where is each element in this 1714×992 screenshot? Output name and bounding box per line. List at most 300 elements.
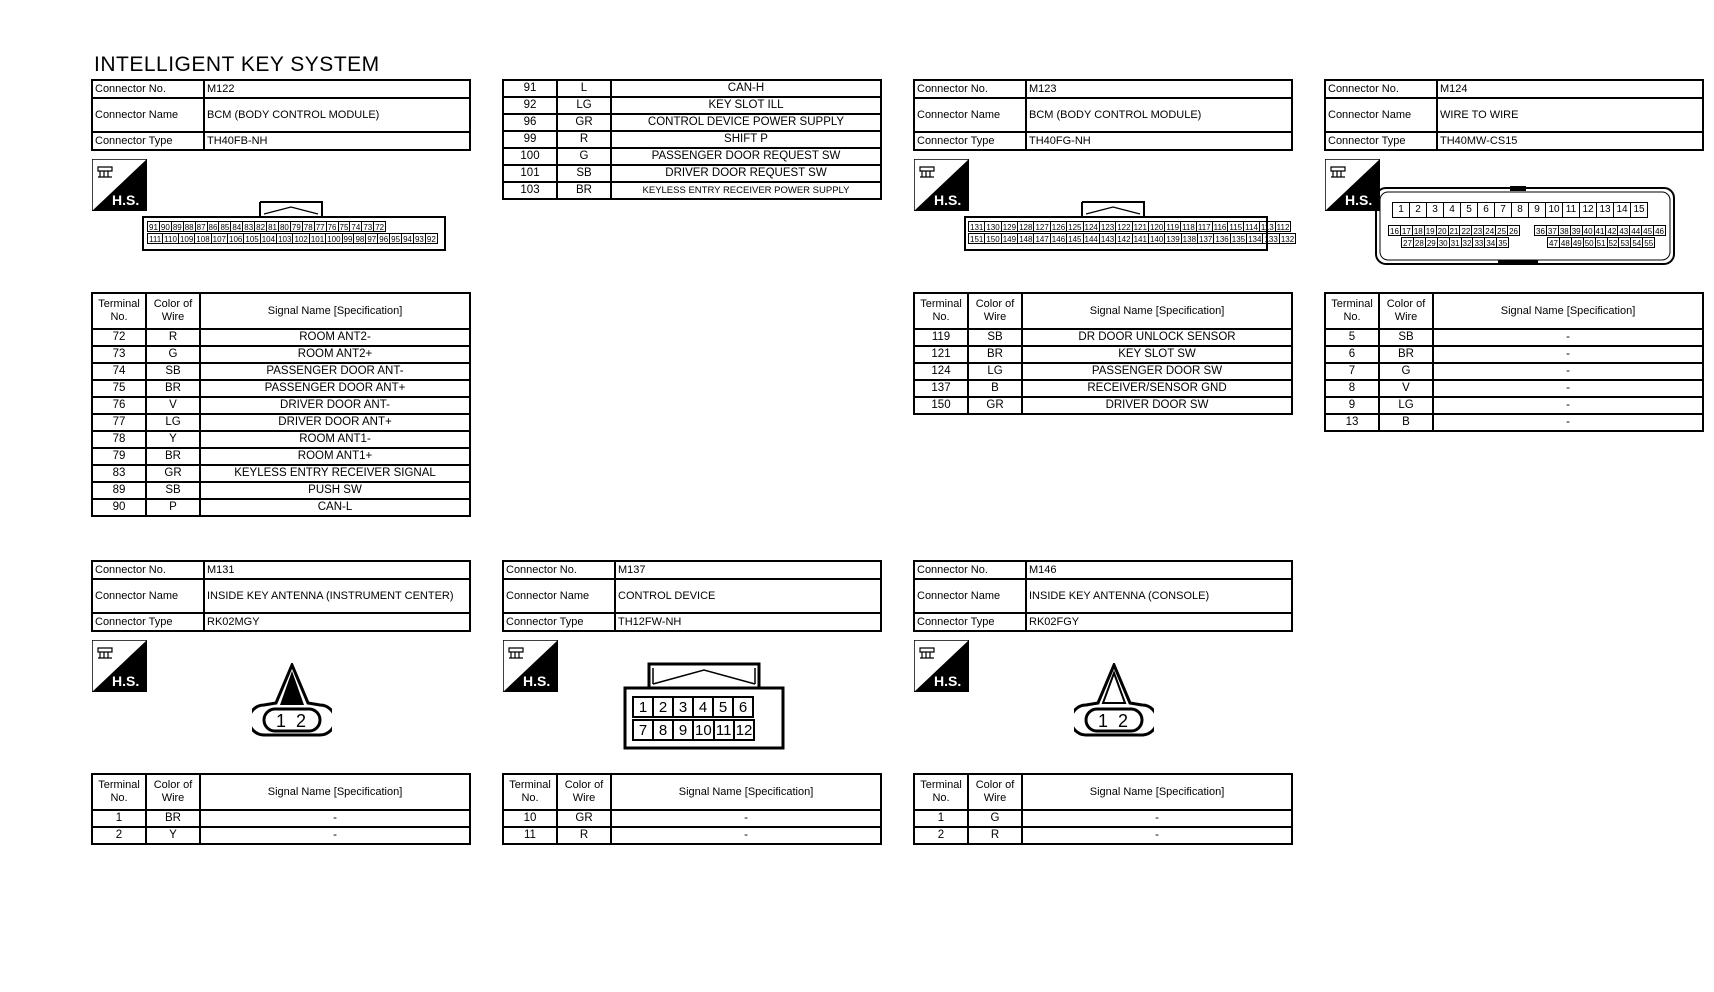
terminal-no-cell: 5: [1325, 329, 1379, 346]
pin-cell: 113: [1260, 223, 1274, 232]
pin-cell: 5: [1460, 202, 1478, 218]
connector-no-value: M124: [1437, 80, 1703, 98]
hs-text: H.S.: [112, 192, 140, 208]
signal-header: Signal Name [Specification]: [1433, 293, 1703, 329]
pin-cell: 118: [1182, 223, 1195, 232]
pin-cell: 3: [1426, 202, 1444, 218]
pin-cell: 95: [391, 235, 401, 244]
pin-cell: 114: [1245, 223, 1258, 232]
pin-cell: 4: [692, 696, 714, 718]
pin-cell: 90: [160, 223, 170, 232]
pin-cell: 78: [303, 223, 313, 232]
harness-side-icon: [914, 159, 969, 211]
color-header: Color of Wire: [968, 774, 1022, 810]
harness-side-icon: [914, 640, 969, 692]
pin-cell: 141: [1133, 235, 1147, 244]
terminal-no-header: Terminal No.: [914, 293, 968, 329]
connector-type-label: Connector Type: [914, 132, 1026, 150]
terminal-no-cell: 121: [914, 346, 968, 363]
connector-info-m146: [913, 560, 1293, 632]
signal-name-cell: DRIVER DOOR SW: [1022, 397, 1292, 414]
wire-color-cell: GR: [557, 114, 611, 131]
connector-no-value: M123: [1026, 80, 1292, 98]
terminal-no-cell: 13: [1325, 414, 1379, 431]
connector-name-label: Connector Name: [503, 579, 615, 613]
pin-cell: 52: [1608, 239, 1618, 248]
terminal-no-cell: 1: [914, 810, 968, 827]
pin-cell: 88: [184, 223, 194, 232]
pin-cell: 147: [1035, 235, 1049, 244]
terminal-table-m122: [91, 292, 471, 517]
table-row: [92, 431, 470, 448]
connector-no-label: Connector No.: [92, 80, 204, 98]
table-row: [503, 80, 881, 97]
terminal-no-cell: 90: [92, 499, 146, 516]
connector-name-label: Connector Name: [914, 579, 1026, 613]
connector-name-label: Connector Name: [92, 579, 204, 613]
connector-type-value: RK02MGY: [204, 613, 470, 631]
connector-info-m131: [91, 560, 471, 632]
pin-cell: 105: [245, 235, 259, 244]
pin-grid-m124-bottom-right: [1534, 225, 1665, 248]
pin-cell: 7: [1494, 202, 1512, 218]
connector-no-value: M131: [204, 561, 470, 579]
pin-cell: 80: [279, 223, 289, 232]
pin-cell: 117: [1197, 223, 1211, 232]
pin-cell: 23: [1473, 227, 1483, 236]
pin-cell: 55: [1644, 239, 1654, 248]
signal-name-cell: PASSENGER DOOR REQUEST SW: [611, 148, 881, 165]
table-row: [503, 97, 881, 114]
pin-cell: 96: [379, 235, 389, 244]
connector-name-value: BCM (BODY CONTROL MODULE): [1026, 98, 1292, 132]
signal-name-cell: PASSENGER DOOR SW: [1022, 363, 1292, 380]
pin-cell: 20: [1437, 227, 1447, 236]
table-row: [503, 148, 881, 165]
connector-name-value: INSIDE KEY ANTENNA (INSTRUMENT CENTER): [204, 579, 470, 613]
connector-no-value: M146: [1026, 561, 1292, 579]
pin-cell: 75: [339, 223, 349, 232]
terminal-no-header: Terminal No.: [503, 774, 557, 810]
connector-face-m146: [1074, 663, 1154, 739]
pin-cell: 119: [1166, 223, 1180, 232]
table-row: [503, 114, 881, 131]
pin-cell: 9: [1528, 202, 1546, 218]
pin-cell: 139: [1166, 235, 1180, 244]
connector-no-label: Connector No.: [914, 561, 1026, 579]
connector-type-label: Connector Type: [92, 132, 204, 150]
wire-color-cell: B: [968, 380, 1022, 397]
pin-cell: 131: [970, 223, 984, 232]
connector-name-value: CONTROL DEVICE: [615, 579, 881, 613]
signal-name-cell: DR DOOR UNLOCK SENSOR: [1022, 329, 1292, 346]
pin-cell: 151: [970, 235, 984, 244]
pin-cell: 104: [261, 235, 276, 244]
pin-cell: 3: [672, 696, 694, 718]
signal-name-cell: KEYLESS ENTRY RECEIVER SIGNAL: [200, 465, 470, 482]
wire-color-cell: SB: [968, 329, 1022, 346]
pin-cell: 121: [1133, 223, 1147, 232]
pin-cell: 1: [632, 696, 654, 718]
pin-cell: 129: [1002, 223, 1017, 232]
table-row: [503, 827, 881, 844]
pin-cell: 76: [327, 223, 337, 232]
table-row: [914, 346, 1292, 363]
pin-cell: 35: [1498, 239, 1508, 248]
pin-cell: 148: [1019, 235, 1033, 244]
pin-cell: 137: [1199, 235, 1213, 244]
connector-type-label: Connector Type: [1325, 132, 1437, 150]
pin-cell: 16: [1390, 227, 1399, 236]
signal-name-cell: SHIFT P: [611, 131, 881, 148]
pin-cell: 12: [733, 719, 756, 741]
terminal-no-cell: 1: [92, 810, 146, 827]
pin-cell: 146: [1051, 235, 1066, 244]
pin-cell: 6: [732, 696, 754, 718]
terminal-no-cell: 92: [503, 97, 557, 114]
table-row: [92, 414, 470, 431]
connector-type-value: TH40FG-NH: [1026, 132, 1292, 150]
pin-cell: 2: [652, 696, 674, 718]
pin-cell: 43: [1619, 227, 1629, 236]
terminal-no-cell: 101: [503, 165, 557, 182]
terminal-no-cell: 7: [1325, 363, 1379, 380]
table-row: [1325, 329, 1703, 346]
pin-cell: 11: [713, 719, 735, 741]
pin-cell: 128: [1019, 223, 1033, 232]
pin-cell: 125: [1068, 223, 1082, 232]
wire-color-cell: BR: [557, 182, 611, 199]
pin-cell: 120: [1149, 223, 1164, 232]
pin-cell: 85: [220, 223, 230, 232]
signal-name-cell: ROOM ANT1+: [200, 448, 470, 465]
pin-cell: 51: [1596, 239, 1606, 248]
pin-cell: 150: [986, 235, 1000, 244]
table-row: [92, 363, 470, 380]
terminal-no-cell: 77: [92, 414, 146, 431]
terminal-no-cell: 83: [92, 465, 146, 482]
terminal-no-cell: 9: [1325, 397, 1379, 414]
terminal-no-cell: 137: [914, 380, 968, 397]
pin-cell: 17: [1401, 227, 1411, 236]
pin-cell: 106: [229, 235, 243, 244]
pin-cell: 102: [294, 235, 308, 244]
color-header: Color of Wire: [146, 293, 200, 329]
terminal-no-header: Terminal No.: [92, 774, 146, 810]
wire-color-cell: B: [1379, 414, 1433, 431]
terminal-no-header: Terminal No.: [92, 293, 146, 329]
pin-cell: 8: [1511, 202, 1529, 218]
connector-info-m123: [913, 79, 1293, 151]
table-row: [1325, 363, 1703, 380]
pin-cell: 32: [1462, 239, 1472, 248]
harness-side-icon: [92, 159, 147, 211]
harness-side-icon: [1325, 159, 1380, 211]
pin-cell: 127: [1035, 223, 1049, 232]
wire-color-cell: SB: [146, 363, 200, 380]
pin-cell: 25: [1497, 227, 1507, 236]
pin-cell: 30: [1438, 239, 1448, 248]
connector-type-value: TH12FW-NH: [615, 613, 881, 631]
table-row: [503, 165, 881, 182]
pin-cell: 48: [1560, 239, 1570, 248]
color-header: Color of Wire: [968, 293, 1022, 329]
signal-name-cell: CAN-L: [200, 499, 470, 516]
signal-name-cell: -: [1433, 380, 1703, 397]
terminal-no-cell: 150: [914, 397, 968, 414]
pin-cell: 101: [310, 235, 325, 244]
table-row: [92, 346, 470, 363]
pin-cell: 135: [1231, 235, 1246, 244]
pin-grid-m124-bottom-left: [1388, 225, 1519, 248]
pin-cell: 40: [1583, 227, 1593, 236]
terminal-no-cell: 6: [1325, 346, 1379, 363]
terminal-no-cell: 75: [92, 380, 146, 397]
harness-side-icon: [92, 640, 147, 692]
table-row: [92, 397, 470, 414]
pin-cell: 33: [1474, 239, 1484, 248]
connector-no-value: M137: [615, 561, 881, 579]
pin-cell: 7: [632, 719, 654, 741]
pin-cell: 21: [1449, 227, 1459, 236]
wire-color-cell: GR: [968, 397, 1022, 414]
pin-cell: 94: [403, 235, 412, 244]
pin-1: 1: [276, 711, 287, 731]
wire-color-cell: GR: [557, 810, 611, 827]
signal-name-cell: -: [611, 810, 881, 827]
wire-color-cell: P: [146, 499, 200, 516]
pin-cell: 138: [1182, 235, 1197, 244]
terminal-no-cell: 119: [914, 329, 968, 346]
signal-name-cell: -: [1022, 810, 1292, 827]
pin-cell: 110: [164, 235, 177, 244]
pin-cell: 115: [1229, 223, 1243, 232]
connector-no-value: M122: [204, 80, 470, 98]
pin-2: 2: [296, 711, 307, 731]
signal-header: Signal Name [Specification]: [1022, 293, 1292, 329]
pin-cell: 126: [1051, 223, 1066, 232]
signal-header: Signal Name [Specification]: [611, 774, 881, 810]
pin-cell: 42: [1607, 227, 1617, 236]
signal-header: Signal Name [Specification]: [200, 774, 470, 810]
pin-cell: 97: [367, 235, 377, 244]
pin-cell: 34: [1486, 239, 1496, 248]
wire-color-cell: LG: [146, 414, 200, 431]
pin-cell: 26: [1509, 227, 1518, 236]
signal-name-cell: ROOM ANT2+: [200, 346, 470, 363]
color-header: Color of Wire: [1379, 293, 1433, 329]
wire-color-cell: V: [1379, 380, 1433, 397]
terminal-no-cell: 2: [92, 827, 146, 844]
signal-name-cell: PUSH SW: [200, 482, 470, 499]
pin-cell: 134: [1248, 235, 1262, 244]
terminal-no-cell: 74: [92, 363, 146, 380]
wire-color-cell: SB: [557, 165, 611, 182]
pin-cell: 36: [1536, 227, 1545, 236]
wire-color-cell: LG: [1379, 397, 1433, 414]
harness-side-icon: [503, 640, 558, 692]
pin-cell: 22: [1461, 227, 1471, 236]
wire-color-cell: R: [968, 827, 1022, 844]
table-row: [92, 827, 470, 844]
terminal-no-cell: 73: [92, 346, 146, 363]
signal-name-cell: DRIVER DOOR REQUEST SW: [611, 165, 881, 182]
pin-cell: 46: [1655, 227, 1664, 236]
terminal-no-cell: 78: [92, 431, 146, 448]
pin-cell: 86: [208, 223, 218, 232]
pin-cell: 15: [1630, 202, 1648, 218]
table-row: [503, 131, 881, 148]
color-header: Color of Wire: [557, 774, 611, 810]
wire-color-cell: SB: [1379, 329, 1433, 346]
pin-cell: 10: [692, 719, 715, 741]
table-row: [503, 810, 881, 827]
pin-cell: 107: [212, 235, 227, 244]
pin-cell: 89: [172, 223, 182, 232]
connector-no-label: Connector No.: [503, 561, 615, 579]
pin-cell: 41: [1595, 227, 1605, 236]
pin-cell: 122: [1117, 223, 1131, 232]
signal-name-cell: ROOM ANT2-: [200, 329, 470, 346]
signal-name-cell: -: [1433, 346, 1703, 363]
signal-header: Signal Name [Specification]: [200, 293, 470, 329]
table-row: [914, 810, 1292, 827]
table-row: [92, 465, 470, 482]
pin-cell: 108: [196, 235, 210, 244]
signal-name-cell: RECEIVER/SENSOR GND: [1022, 380, 1292, 397]
terminal-no-cell: 8: [1325, 380, 1379, 397]
pin-cell: 8: [652, 719, 674, 741]
pin-cell: 11: [1562, 202, 1580, 218]
signal-name-cell: -: [1433, 397, 1703, 414]
pin-grid-m122: [147, 221, 437, 244]
pin-cell: 12: [1579, 202, 1597, 218]
signal-name-cell: DRIVER DOOR ANT-: [200, 397, 470, 414]
signal-name-cell: CONTROL DEVICE POWER SUPPLY: [611, 114, 881, 131]
pin-cell: 123: [1100, 223, 1115, 232]
terminal-table-m146: [913, 773, 1293, 845]
wire-color-cell: Y: [146, 431, 200, 448]
connector-info-m124: [1324, 79, 1704, 151]
table-row: [92, 380, 470, 397]
signal-name-cell: CAN-H: [611, 80, 881, 97]
connector-name-value: WIRE TO WIRE: [1437, 98, 1703, 132]
connector-name-value: INSIDE KEY ANTENNA (CONSOLE): [1026, 579, 1292, 613]
signal-name-cell: -: [200, 827, 470, 844]
signal-name-cell: KEY SLOT ILL: [611, 97, 881, 114]
wire-color-cell: BR: [1379, 346, 1433, 363]
hs-text: H.S.: [112, 673, 140, 689]
signal-name-cell: -: [1022, 827, 1292, 844]
pin-cell: 143: [1100, 235, 1115, 244]
pin-cell: 44: [1631, 227, 1641, 236]
connector-type-label: Connector Type: [914, 613, 1026, 631]
pin-2: 2: [1118, 711, 1129, 731]
terminal-no-cell: 89: [92, 482, 146, 499]
pin-cell: 81: [268, 223, 277, 232]
terminal-no-cell: 96: [503, 114, 557, 131]
pin-cell: 132: [1280, 235, 1295, 244]
pin-cell: 142: [1117, 235, 1131, 244]
terminal-no-cell: 79: [92, 448, 146, 465]
terminal-no-cell: 2: [914, 827, 968, 844]
pin-cell: 87: [196, 223, 206, 232]
terminal-no-cell: 11: [503, 827, 557, 844]
connector-type-label: Connector Type: [92, 613, 204, 631]
table-row: [1325, 346, 1703, 363]
signal-name-cell: ROOM ANT1-: [200, 431, 470, 448]
pin-cell: 83: [244, 223, 254, 232]
terminal-no-cell: 72: [92, 329, 146, 346]
terminal-table-m122-cont: [502, 79, 882, 200]
signal-name-cell: -: [200, 810, 470, 827]
pin-1: 1: [1098, 711, 1109, 731]
pin-cell: 145: [1068, 235, 1082, 244]
wire-color-cell: L: [557, 80, 611, 97]
connector-type-value: TH40FB-NH: [204, 132, 470, 150]
wire-color-cell: R: [557, 131, 611, 148]
pin-cell: 19: [1425, 227, 1435, 236]
terminal-no-cell: 10: [503, 810, 557, 827]
table-row: [92, 810, 470, 827]
terminal-table-m124: [1324, 292, 1704, 432]
terminal-no-cell: 91: [503, 80, 557, 97]
pin-cell: 31: [1450, 239, 1460, 248]
pin-grid-m137: [632, 696, 753, 741]
pin-cell: 37: [1547, 227, 1557, 236]
pin-cell: 144: [1084, 235, 1098, 244]
pin-grid-m124-top: [1392, 202, 1647, 218]
signal-name-cell: -: [1433, 363, 1703, 380]
table-row: [92, 499, 470, 516]
pin-cell: 18: [1413, 227, 1423, 236]
pin-cell: 103: [278, 235, 292, 244]
wire-color-cell: Y: [146, 827, 200, 844]
table-row: [914, 827, 1292, 844]
terminal-table-m131: [91, 773, 471, 845]
pin-cell: 82: [256, 223, 266, 232]
pin-cell: 54: [1632, 239, 1642, 248]
pin-cell: 116: [1213, 223, 1227, 232]
pin-grid-m123: [968, 221, 1295, 244]
pin-cell: 79: [291, 223, 301, 232]
terminal-no-header: Terminal No.: [1325, 293, 1379, 329]
hs-text: H.S.: [934, 673, 962, 689]
terminal-table-m137: [502, 773, 882, 845]
wire-color-cell: SB: [146, 482, 200, 499]
table-row: [914, 380, 1292, 397]
table-row: [92, 448, 470, 465]
connector-type-label: Connector Type: [503, 613, 615, 631]
pin-cell: 53: [1620, 239, 1630, 248]
pin-cell: 49: [1572, 239, 1582, 248]
pin-cell: 74: [351, 223, 361, 232]
pin-cell: 73: [363, 223, 373, 232]
hs-text: H.S.: [523, 673, 551, 689]
signal-name-cell: PASSENGER DOOR ANT-: [200, 363, 470, 380]
connector-no-label: Connector No.: [92, 561, 204, 579]
wire-color-cell: R: [557, 827, 611, 844]
table-row: [1325, 380, 1703, 397]
signal-name-cell: -: [611, 827, 881, 844]
pin-cell: 136: [1215, 235, 1229, 244]
pin-cell: 93: [414, 235, 424, 244]
pin-cell: 39: [1571, 227, 1581, 236]
terminal-table-m123: [913, 292, 1293, 415]
wire-color-cell: BR: [146, 448, 200, 465]
pin-cell: 10: [1545, 202, 1563, 218]
wire-color-cell: G: [968, 810, 1022, 827]
